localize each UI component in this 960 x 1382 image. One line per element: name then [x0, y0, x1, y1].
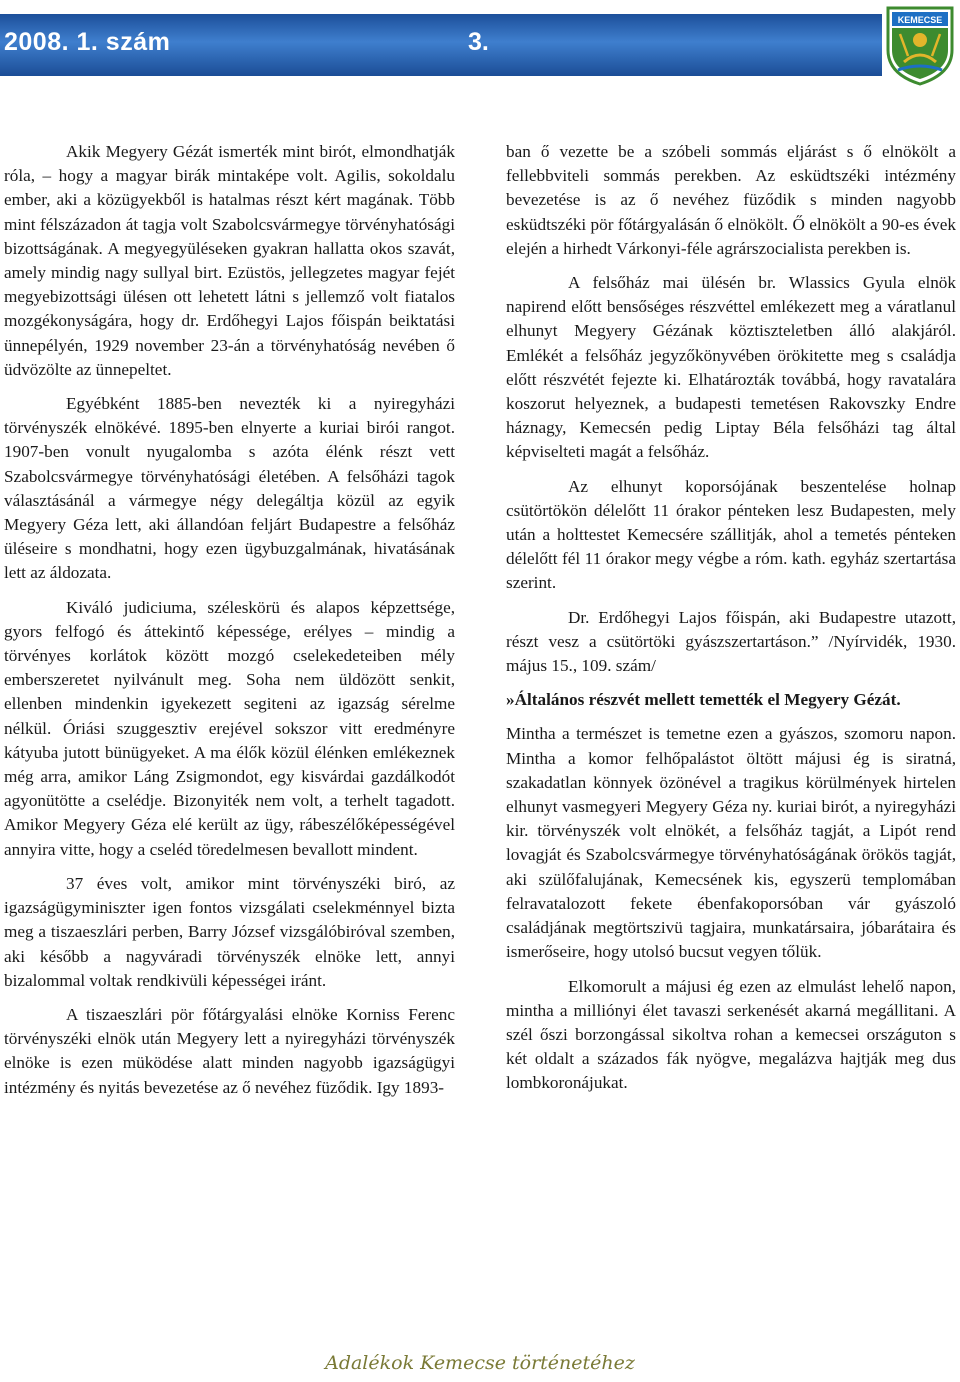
- footer-title: Adalékok Kemecse történetéhez: [325, 1352, 635, 1374]
- page-number: 3.: [468, 28, 489, 56]
- paragraph-continuation: ban ő vezette be a szóbeli sommás eljárást s ő elnökölt a fellebbviteli sommás perekben. Az esküdtszéki intézmény bevezetése is az ő nevéhez füződik s minden nagyobb esküdtszéki pör főtárgyalásán ő elnökölt. Ő elnökölt a 90-es évek elején a hirhedt Várkonyi-féle agrárszocialista perekben is.: [506, 142, 956, 258]
- paragraph: Mintha a természet is temetne ezen a gyászos, szomoru napon. Mintha a komor felhőpalástot öltött májusi ég is siratná, szakadatlan könnyek özönével a tragikus körülmények hirtelen elhunyt vasmegyeri Megyery Géza ny. kuriai birót, a nyiregyházi kir. törvényszék volt elnökét, a felsőház tagját, a Lipót rend lovagját és Szabolcsvármegye törvényhatóságának örökös tagját, aki szülőfalujának, Kemecsének kis, egyszerü templomában felravatalozott fekete ébenfakoporsóban vár gyászoló családjának megtörtszivü tagjaira, munkatársaira, jóbarátaira és ismerőseire, hogy utolsó bucsut vegyen tőlük.: [506, 724, 956, 962]
- right-column: [506, 140, 956, 1106]
- article-heading: »Általános részvét mellett temették el Megyery Gézát.: [506, 690, 901, 710]
- page-header: [0, 0, 960, 88]
- paragraph: Akik Megyery Gézát ismerték mint birót, elmondhatják róla, – hogy a magyar birák mintaképe volt. Agilis, sokoldalu ember, aki a közügyekből is hatalmas részt kért magának. Több mint félszázadon át tagja volt Szabolcsvármegye törvényhatósági bizottságának. A megyegyüléseken gyakran hallatta okos szavát, amely mindig nagy sullyal birt. Ezüstös, jellegzetes magyar fejét megyebizottsági ülésen ott lehetett látni s jellemző volt fiatalos mozgékonyságára, hogy dr. Erdőhegyi Lajos főispán beiktatási ünnepélyén, 1929 november 23-án a törvényhatóság nevében ő üdvözölte az ünnepeltet.: [4, 142, 455, 379]
- paragraph: Kiváló judiciuma, széleskörü és alapos képzettsége, gyors felfogó és áttekintő képessége, erélyes – mindig a törvényes korlátok között mozgó cselekedeteiben mély emberszeretet nyilvánult meg. Soha nem üldözött senkit, ellenben mindenkin igyekezett segiteni az igazság sérelme nélkül. Óriási szuggesztiv erejével sokszor vitt eredményre kátyuba jutott bünügyeket. A ma élők közül élénken emlékeznek még arra, amikor Láng Zsigmondot, egy kisvárdai gazdálkodót agyonütötte a cselédje. Bizonyiték nem volt, a terhelt tagadott. Amikor Megyery Géza elé került az ügy, rábeszélőképességével annyira vitte, hogy a cseléd töredelmesen bevallott mindent.: [4, 597, 455, 859]
- paragraph: Egyébként 1885-ben nevezték ki a nyiregyházi törvényszék elnökévé. 1895-ben elnyerte a kuriai birói rangot. 1907-ben vonult nyugalomba s azóta élénk részt vett Szabolcsvármegye törvényhatósági életében. A felsőházi tagok választásánál a vármegye négy delegáltja közül az egyik Megyery Géza lett, aki állandóan feljárt Budapestre a felsőház üléseire s mondhatni, hogy ezen ügybuzgalmának, hivatásának lett az áldozata.: [4, 394, 455, 583]
- crest-label: KEMECSE: [897, 15, 943, 25]
- left-column: [4, 140, 455, 1110]
- paragraph: A tiszaeszlári pör főtárgyalási elnöke Korniss Ferenc törvényszéki elnök után Megyery lett a nyiregyházi törvényszék elnöke is ezen müködése alatt minden nagyobb igazságügyi intézmény és nyitás bevezetése az ő nevéhez füződik. Igy 1893-: [4, 1004, 455, 1097]
- paragraph: A felsőház mai ülésén br. Wlassics Gyula elnök napirend előtt bensőséges részvéttel emlékezett meg a váratlanul elhunyt Megyery Gézának köztiszteletben álló alakjáról. Emlékét a felsőház jegyzőkönyvében örökitette meg s családja előtt részvétét fejezte ki. Elhatározták továbbá, hogy ravatalára koszorut helyeznek, a budapesti temetésen Rakovszky Endre háznagy, Kemecsén pedig Liptay Béla felsőházi tag által képviselteti magát a felsőház.: [506, 273, 956, 462]
- paragraph: Elkomorult a májusi ég ezen az elmulást lehelő napon, mintha a milliónyi élet tavaszi serkenését akarná megállitani. A szél őszi borzongással sikoltva rohan a kemecsei országuton s két oldalt a százados fák nyögve, megalázva hajtják meg dus lombkoronájukat.: [506, 976, 956, 1093]
- paragraph: Dr. Erdőhegyi Lajos főispán, aki Budapestre utazott, részt vesz a csütörtöki gyászszertartáson.” /Nyírvidék, 1930. május 15., 109. szám/: [506, 607, 956, 676]
- paragraph: Az elhunyt koporsójának beszentelése holnap csütörtökön délelőtt 11 órakor pénteken lesz Budapesten, mely után a holttestet Kemecsére szállitják, ahol a temetés pénteken délelőtt fél 11 órakor megy végbe a róm. kath. egyház szertartása szerint.: [506, 476, 956, 593]
- kemecse-crest-logo: [884, 4, 956, 86]
- issue-label: 2008. 1. szám: [4, 28, 171, 56]
- paragraph: 37 éves volt, amikor mint törvényszéki biró, az igazságügyminiszter igen fontos vizsgálati cselekménnyel bizta meg a tiszaeszlári perben, Barry József vizsgálóbiróval szemben, aki később a nagyváradi törvényszék elnöke lett, annyi bizalommal voltak rendkivüli képességei iránt.: [4, 873, 455, 990]
